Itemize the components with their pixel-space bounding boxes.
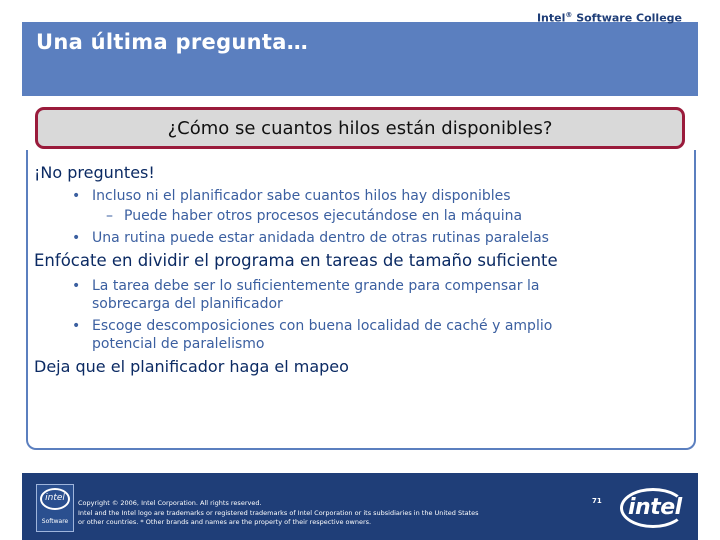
slide-header [0, 0, 720, 96]
brand-name: Intel [536, 11, 566, 25]
dash-icon: – [106, 208, 113, 224]
bullet-icon: • [72, 318, 81, 334]
slide-title: Una última pregunta… [36, 30, 309, 54]
point-2: Enfócate en dividir el programa en tareas de tamaño suficiente [34, 251, 558, 270]
point-1-bullet-2-text: Una rutina puede estar anidada dentro de otras rutinas paralelas [92, 230, 549, 246]
point-1: ¡No preguntes! [34, 163, 155, 182]
point-1-bullet-2 [34, 229, 684, 247]
logo-subtitle: Software [41, 518, 69, 525]
point-1-sub-bullet [34, 207, 684, 225]
legal-line-3: or other countries. * Other brands and names are the property of their respective owners. [78, 518, 372, 526]
intel-logo [620, 486, 688, 532]
point-2-bullet-2-cont-text: potencial de paralelismo [92, 336, 265, 352]
legal-line-2: Intel and the Intel logo are trademarks or registered trademarks of Intel Corporation or its subsidiaries in the United States [78, 508, 479, 517]
intel-wordmark: intel [628, 495, 682, 520]
legal-line-1: Copyright © 2006, Intel Corporation. All rights reserved. [78, 499, 262, 507]
point-2-bullet-1 [34, 277, 684, 295]
point-2-bullet-2-cont [34, 335, 684, 353]
point-2-bullet-1-cont [34, 295, 684, 313]
legal-notice [78, 499, 588, 528]
point-3: Deja que el planificador haga el mapeo [34, 357, 349, 376]
point-1-bullet-1 [34, 187, 684, 205]
point-1-sub-bullet-text: Puede haber otros procesos ejecutándose en la máquina [124, 208, 523, 224]
question-text: ¿Cómo se cuantos hilos están disponibles? [167, 117, 553, 139]
logo-wordmark: intel [45, 493, 65, 503]
bullet-icon: • [72, 278, 81, 294]
point-2-bullet-2-text: Escoge descomposiciones con buena localidad de caché y amplio [92, 318, 553, 334]
point-1-bullet-1-text: Incluso ni el planificador sabe cuantos hilos hay disponibles [92, 188, 511, 204]
bullet-icon: • [72, 188, 81, 204]
page-number: 71 [592, 497, 602, 505]
brand-tag [537, 11, 682, 25]
bullet-icon: • [72, 230, 81, 246]
point-2-bullet-1-text: La tarea debe ser lo suficientemente grande para compensar la [92, 278, 540, 294]
question-box [35, 107, 685, 149]
point-2-bullet-1-cont-text: sobrecarga del planificador [92, 296, 283, 312]
brand-suffix: Software College [576, 11, 682, 25]
brand-registered-mark: ® [565, 11, 573, 19]
slide-content [34, 163, 684, 377]
point-2-bullet-2 [34, 317, 684, 335]
intel-software-logo [36, 484, 74, 532]
